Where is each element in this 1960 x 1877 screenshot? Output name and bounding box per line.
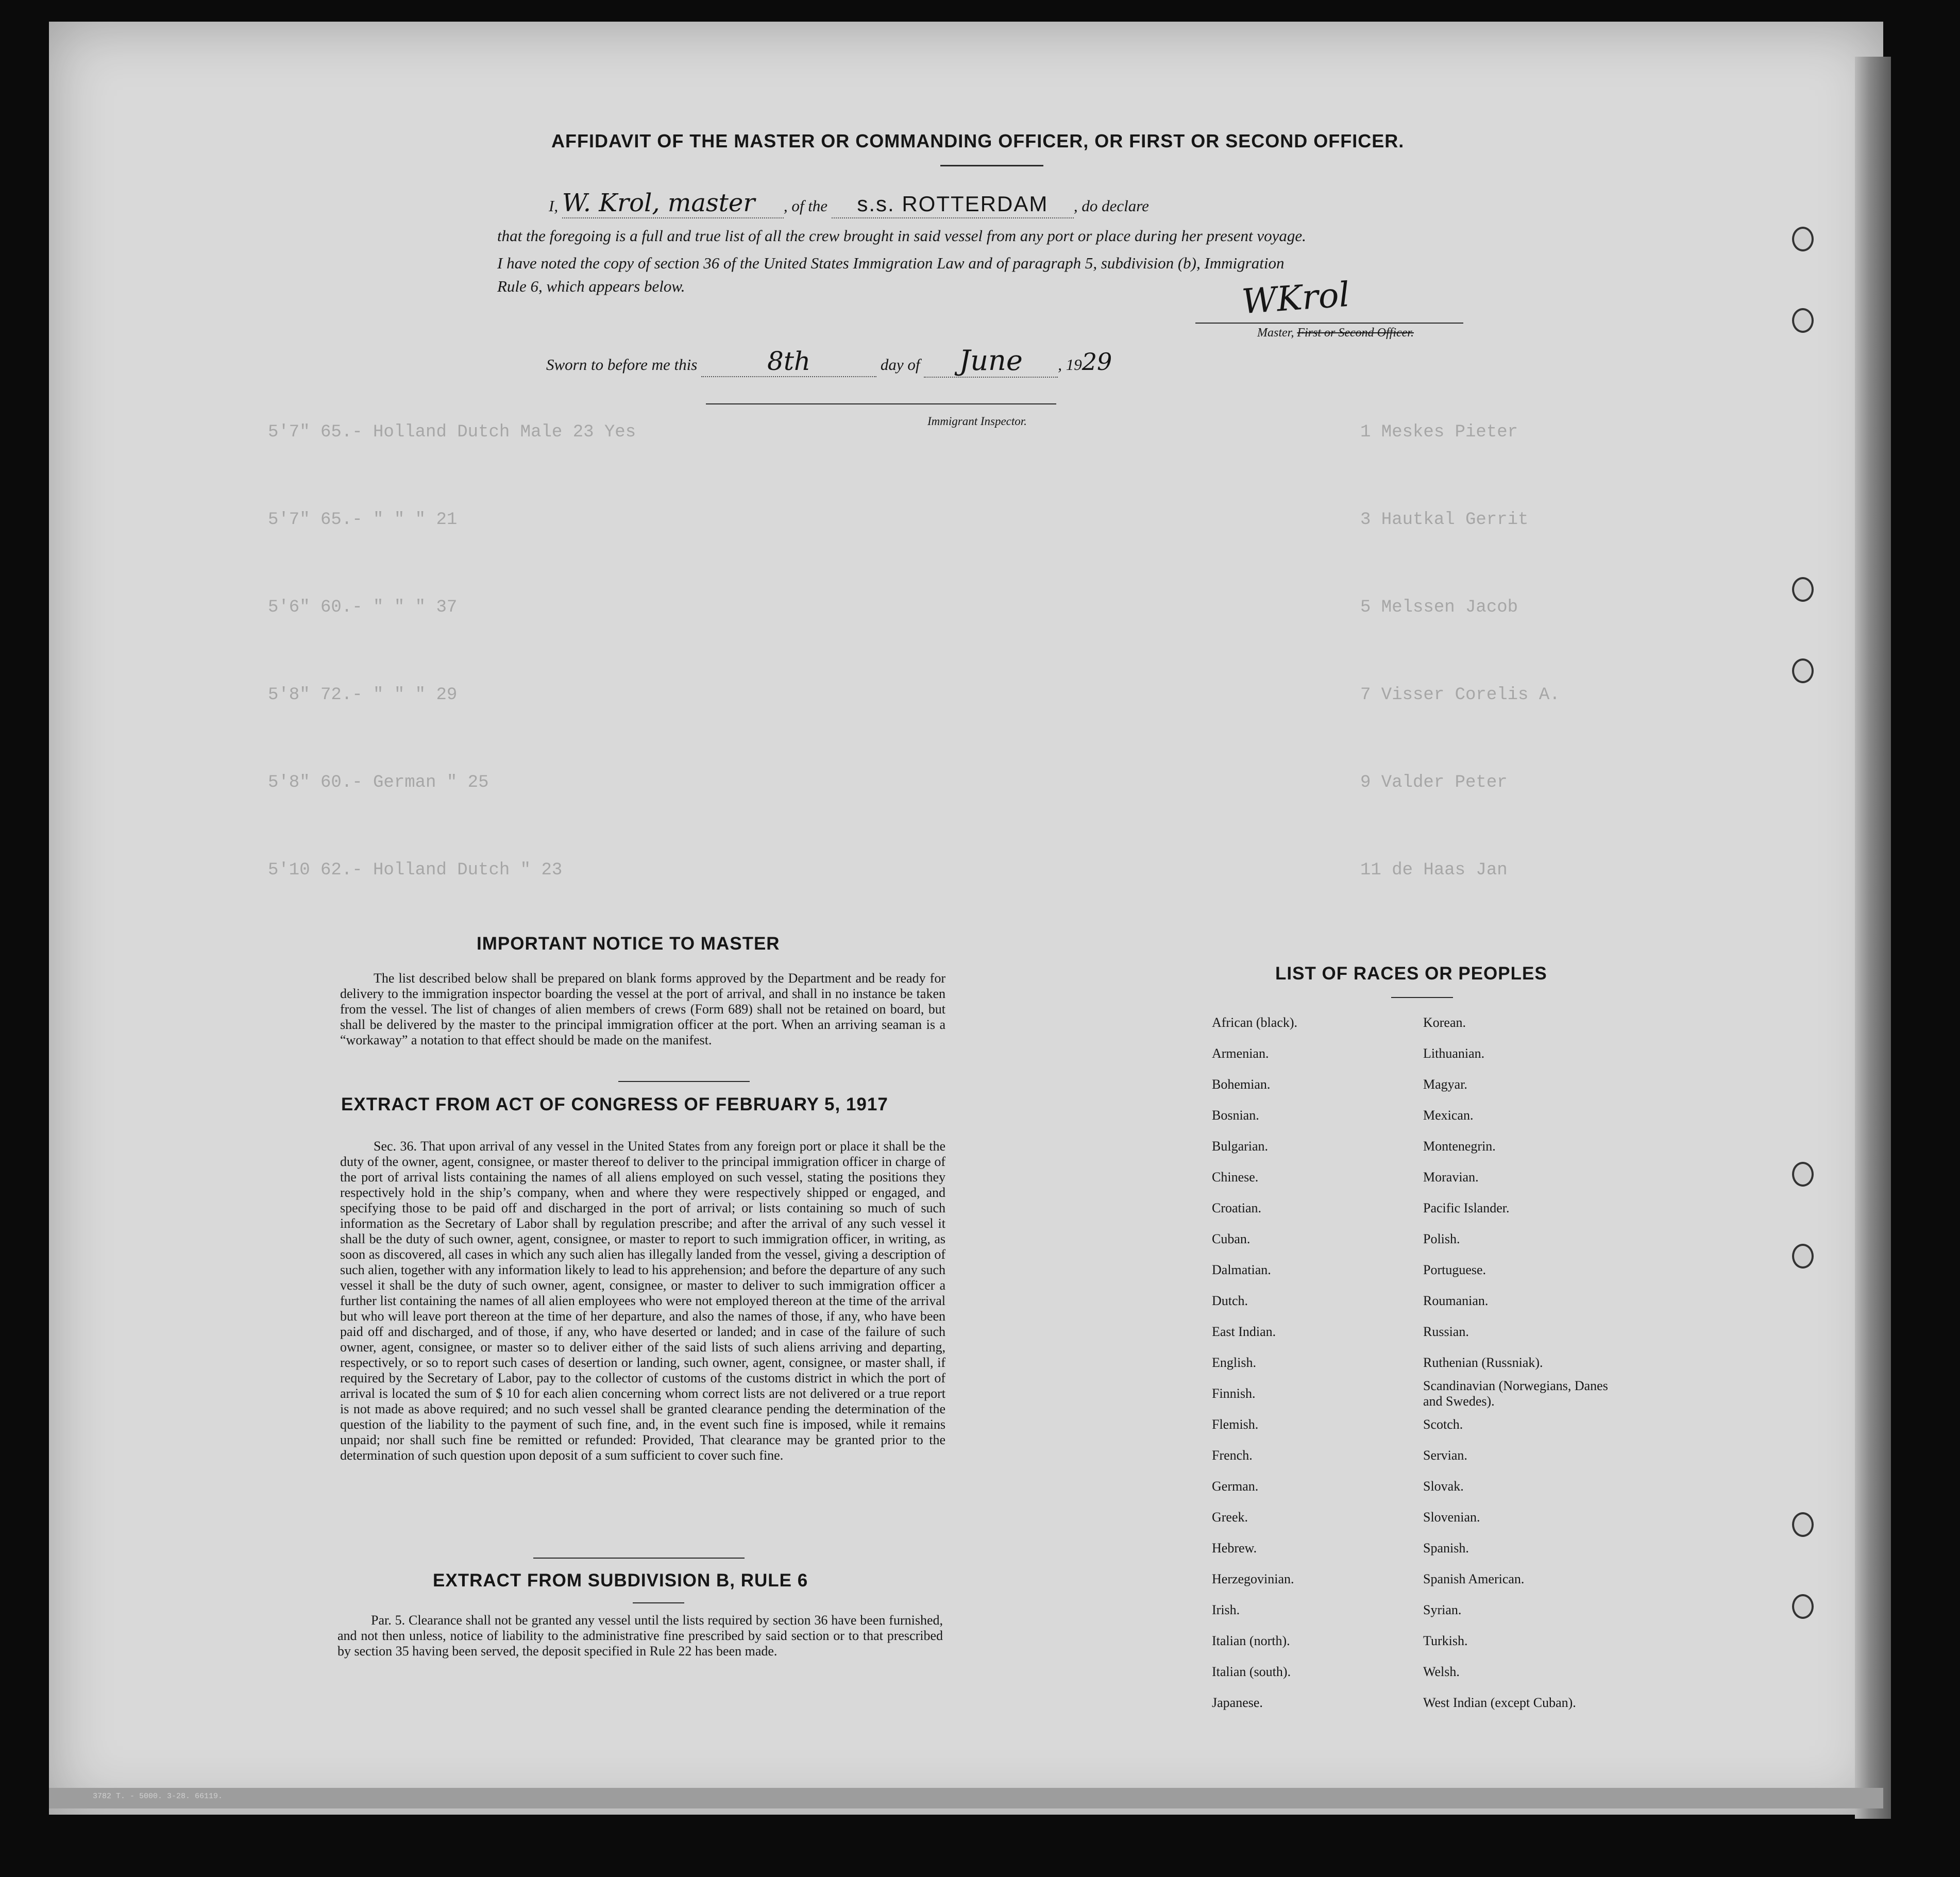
race-item: Flemish.	[1212, 1417, 1259, 1432]
race-item: German.	[1212, 1479, 1259, 1494]
race-item: Irish.	[1212, 1602, 1240, 1617]
race-item: Montenegrin.	[1423, 1139, 1496, 1154]
races-title-rule	[1391, 997, 1453, 998]
master-signature: WKrol	[1240, 274, 1351, 322]
inspector-signature-line	[706, 403, 1056, 404]
sworn-year-prefix: , 19	[1058, 356, 1082, 374]
race-item: Herzegovinian.	[1212, 1571, 1294, 1586]
race-item: West Indian (except Cuban).	[1423, 1695, 1576, 1710]
signature-line	[1195, 323, 1463, 324]
races-right-column	[1423, 1007, 1619, 1718]
race-item: Japanese.	[1212, 1695, 1263, 1710]
race-item: Russian.	[1423, 1324, 1469, 1339]
race-item: Slovak.	[1423, 1479, 1464, 1494]
race-item: Polish.	[1423, 1231, 1460, 1246]
race-item: Bosnian.	[1212, 1108, 1259, 1123]
binder-hole	[1792, 227, 1814, 251]
notice-rule	[618, 1081, 750, 1082]
race-item: Chinese.	[1212, 1170, 1259, 1185]
race-item: Hebrew.	[1212, 1541, 1257, 1555]
race-item: Scandinavian (Norwegians, Danes and Swedes).	[1423, 1378, 1608, 1409]
race-item: Portuguese.	[1423, 1262, 1486, 1277]
affidavit-of-the: , of the	[783, 197, 828, 215]
binder-hole	[1792, 1244, 1814, 1269]
race-item: Lithuanian.	[1423, 1046, 1485, 1061]
race-item: Korean.	[1423, 1015, 1466, 1030]
binder-hole	[1792, 577, 1814, 602]
sworn-day-of: day of	[880, 356, 920, 374]
sworn-year: 29	[1082, 348, 1112, 376]
affidavit-line-1	[497, 189, 1486, 218]
binder-hole	[1792, 1512, 1814, 1537]
rule-title-rule	[633, 1602, 684, 1603]
rule-title: EXTRACT FROM SUBDIVISION B, RULE 6	[433, 1570, 808, 1591]
notice-title: IMPORTANT NOTICE TO MASTER	[477, 934, 780, 954]
races-left-column	[1212, 1007, 1297, 1718]
race-item: Syrian.	[1423, 1602, 1462, 1617]
race-item: Italian (south).	[1212, 1664, 1291, 1679]
affidavit-do-declare: , do declare	[1073, 197, 1149, 215]
sworn-line	[546, 344, 1112, 378]
race-item: French.	[1212, 1448, 1253, 1463]
page-bottom-edge	[49, 1788, 1883, 1808]
race-item: Magyar.	[1423, 1077, 1467, 1092]
act-rule	[533, 1558, 745, 1559]
race-item: Dalmatian.	[1212, 1262, 1271, 1277]
races-title: LIST OF RACES OR PEOPLES	[1275, 963, 1547, 984]
race-item: Spanish American.	[1423, 1571, 1525, 1586]
affidavit-line-4: Rule 6, which appears below.	[497, 277, 685, 295]
race-item: Italian (north).	[1212, 1633, 1290, 1648]
race-item: Slovenian.	[1423, 1510, 1480, 1525]
sworn-text: Sworn to before me this	[546, 356, 698, 374]
act-text: Sec. 36. That upon arrival of any vessel in the United States from any foreign port or place it shall be the duty of the owner, agent, consignee, or master thereof to deliver to the principal immigration officer in charge of the port of arrival lists containing the names of all aliens employed on such vessel, stating the positions they respectively hold in the ship’s company, when and where they were respectively shipped or engaged, and specifying those to be paid off and discharged in the port of arrival; or lists containing so much of such information as the Secretary of Labor shall by regulation prescribe; and after the arrival of any such vessel it shall be the duty of such owner, agent, consignee, or master to report to such immigration officer, in writing, as soon as discovered, all cases in which any such alien has illegally landed from the vessel, giving a description of such alien, together with any information likely to lead to his apprehension; and before the departure of any such vessel it shall be the duty of such owner, agent, consignee, or master to deliver to such immigration officer a further list containing the names of all alien employees who were not employed thereon at the time of the arrival but who will leave port thereon at the time of her departure, and also the names of those, if any, who have been paid off and discharged, and of those, if any, who have deserted or landed; and in case of the failure of such owner, agent, consignee, or master so to deliver either of the said lists of such aliens arriving and departing, respectively, or so to report such cases of desertion or landing, such owner, agent, consignee, or master shall, if required by the Secretary of Labor, pay to the collector of customs of the customs district in which the port of arrival is located the sum of $ 10 for each alien concerning whom correct lists are not delivered or a true report is not made as above required; and no such vessel shall be granted clearance pending the determination of the question of the liability to the payment of such fine, and, in the event such fine is imposed, while it remains unpaid; nor shall such fine be remitted or refunded: Provided, That clearance may be granted prior to the determination of such question upon deposit of a sum sufficient to cover such fine.	[340, 1139, 945, 1463]
race-item: English.	[1212, 1355, 1256, 1370]
form-code: 3782 T. - 5000. 3-28. 66119.	[93, 1792, 223, 1801]
affidavit-line-2: that the foregoing is a full and true list of all the crew brought in said vessel from any port or place during her present voyage.	[497, 227, 1306, 245]
race-item: Roumanian.	[1423, 1293, 1489, 1308]
race-item: Pacific Islander.	[1423, 1200, 1510, 1215]
race-item: Armenian.	[1212, 1046, 1269, 1061]
race-item: Dutch.	[1212, 1293, 1248, 1308]
race-item: East Indian.	[1212, 1324, 1276, 1339]
race-item: Croatian.	[1212, 1200, 1262, 1215]
rule-text: Par. 5. Clearance shall not be granted any vessel until the lists required by section 36 have been furnished, and not then unless, notice of liability to the administrative fine prescribed by said section or to that prescribed by section 35 having been served, the deposit specified in Rule 22 has been made.	[337, 1613, 943, 1659]
affidavit-pre-name: I,	[549, 197, 559, 215]
sworn-day: 8th	[767, 346, 811, 376]
race-item: Moravian.	[1423, 1170, 1479, 1185]
inspector-caption: Immigrant Inspector.	[927, 415, 1027, 428]
binder-hole	[1792, 1162, 1814, 1187]
master-name: W. Krol, master	[562, 189, 755, 217]
race-item: Welsh.	[1423, 1664, 1460, 1679]
signature-caption-struck: First or Second Officer.	[1297, 326, 1414, 340]
race-item: Bohemian.	[1212, 1077, 1271, 1092]
race-item: Bulgarian.	[1212, 1139, 1269, 1154]
race-item: Greek.	[1212, 1510, 1248, 1525]
signature-caption-master: Master,	[1257, 326, 1294, 340]
race-item: Finnish.	[1212, 1386, 1256, 1401]
race-item: Scotch.	[1423, 1417, 1463, 1432]
race-item: Spanish.	[1423, 1541, 1469, 1555]
race-item: Mexican.	[1423, 1108, 1474, 1123]
signature-caption	[1257, 326, 1414, 340]
affidavit-line-3: I have noted the copy of section 36 of the United States Immigration Law and of paragraph 5, subdivision (b), Immigration	[497, 254, 1285, 272]
race-item: Ruthenian (Russniak).	[1423, 1355, 1543, 1370]
ship-name: s.s. ROTTERDAM	[857, 192, 1049, 216]
sworn-month: June	[959, 344, 1023, 377]
binder-hole	[1792, 308, 1814, 333]
binder-hole	[1792, 1594, 1814, 1619]
race-item: Servian.	[1423, 1448, 1467, 1463]
affidavit-title-rule	[940, 165, 1043, 166]
affidavit-title: AFFIDAVIT OF THE MASTER OR COMMANDING OFFICER, OR FIRST OR SECOND OFFICER.	[551, 130, 1405, 151]
race-item: Turkish.	[1423, 1633, 1468, 1648]
act-title: EXTRACT FROM ACT OF CONGRESS OF FEBRUARY 5, 1917	[341, 1094, 888, 1114]
race-item: African (black).	[1212, 1015, 1298, 1030]
binder-hole	[1792, 658, 1814, 683]
page-edge	[1855, 57, 1891, 1819]
notice-text: The list described below shall be prepared on blank forms approved by the Department and be ready for delivery to the immigration inspector boarding the vessel at the port of arrival, and shall in no instance be taken from the vessel. The list of changes of alien members of crews (Form 689) shall not be retained on board, but shall be delivered by the master to the principal immigration officer at the port. When an arriving seaman is a “workaway” a notation to that effect should be made on the manifest.	[340, 971, 945, 1047]
race-item: Cuban.	[1212, 1231, 1251, 1246]
